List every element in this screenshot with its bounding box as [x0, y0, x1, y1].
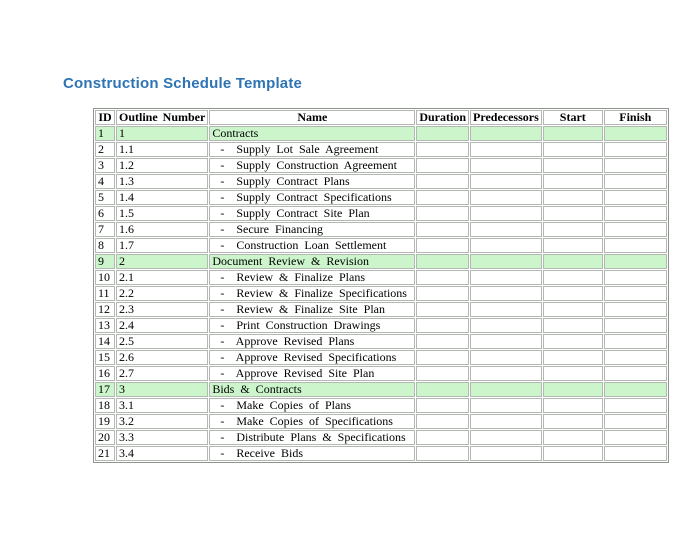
cell-duration — [416, 238, 469, 253]
cell-finish — [604, 174, 667, 189]
cell-start — [543, 142, 603, 157]
cell-name: Document Review & Revision — [209, 254, 415, 269]
cell-finish — [604, 430, 667, 445]
cell-predecessors — [470, 350, 542, 365]
cell-id: 9 — [95, 254, 115, 269]
cell-duration — [416, 254, 469, 269]
task-row — [95, 286, 667, 301]
cell-name: - Secure Financing — [209, 222, 415, 237]
table-header-row — [95, 110, 667, 125]
cell-id: 21 — [95, 446, 115, 461]
cell-id: 2 — [95, 142, 115, 157]
cell-name: - Review & Finalize Site Plan — [209, 302, 415, 317]
cell-id: 13 — [95, 318, 115, 333]
cell-predecessors — [470, 158, 542, 173]
cell-predecessors — [470, 206, 542, 221]
cell-finish — [604, 414, 667, 429]
cell-finish — [604, 222, 667, 237]
cell-id: 6 — [95, 206, 115, 221]
cell-finish — [604, 398, 667, 413]
cell-outline: 2.5 — [116, 334, 208, 349]
cell-finish — [604, 158, 667, 173]
cell-predecessors — [470, 254, 542, 269]
task-row — [95, 174, 667, 189]
cell-outline: 1.7 — [116, 238, 208, 253]
cell-start — [543, 158, 603, 173]
cell-id: 10 — [95, 270, 115, 285]
cell-duration — [416, 222, 469, 237]
cell-predecessors — [470, 270, 542, 285]
cell-outline: 2.6 — [116, 350, 208, 365]
cell-duration — [416, 142, 469, 157]
cell-id: 14 — [95, 334, 115, 349]
cell-duration — [416, 382, 469, 397]
task-row — [95, 430, 667, 445]
cell-duration — [416, 350, 469, 365]
cell-id: 7 — [95, 222, 115, 237]
cell-duration — [416, 414, 469, 429]
cell-duration — [416, 286, 469, 301]
column-header-finish: Finish — [604, 110, 667, 125]
cell-finish — [604, 350, 667, 365]
cell-id: 5 — [95, 190, 115, 205]
cell-finish — [604, 254, 667, 269]
cell-outline: 2.2 — [116, 286, 208, 301]
task-row — [95, 318, 667, 333]
column-header-duration: Duration — [416, 110, 469, 125]
cell-duration — [416, 446, 469, 461]
cell-id: 17 — [95, 382, 115, 397]
cell-predecessors — [470, 318, 542, 333]
cell-start — [543, 126, 603, 141]
cell-predecessors — [470, 222, 542, 237]
cell-finish — [604, 270, 667, 285]
cell-finish — [604, 382, 667, 397]
cell-name: - Supply Lot Sale Agreement — [209, 142, 415, 157]
cell-name: - Supply Construction Agreement — [209, 158, 415, 173]
cell-id: 20 — [95, 430, 115, 445]
cell-finish — [604, 126, 667, 141]
cell-duration — [416, 318, 469, 333]
cell-name: - Print Construction Drawings — [209, 318, 415, 333]
cell-name: - Review & Finalize Plans — [209, 270, 415, 285]
cell-id: 1 — [95, 126, 115, 141]
cell-start — [543, 430, 603, 445]
cell-name: - Review & Finalize Specifications — [209, 286, 415, 301]
cell-start — [543, 190, 603, 205]
cell-finish — [604, 302, 667, 317]
cell-name: Bids & Contracts — [209, 382, 415, 397]
task-row — [95, 302, 667, 317]
page-title: Construction Schedule Template — [63, 75, 303, 92]
cell-duration — [416, 430, 469, 445]
cell-name: - Make Copies of Plans — [209, 398, 415, 413]
cell-id: 12 — [95, 302, 115, 317]
cell-outline: 3 — [116, 382, 208, 397]
section-row — [95, 126, 667, 141]
task-row — [95, 222, 667, 237]
cell-id: 16 — [95, 366, 115, 381]
cell-predecessors — [470, 174, 542, 189]
cell-outline: 3.2 — [116, 414, 208, 429]
table-body — [95, 126, 667, 461]
cell-predecessors — [470, 142, 542, 157]
cell-outline: 3.3 — [116, 430, 208, 445]
cell-finish — [604, 286, 667, 301]
schedule-table-container — [93, 108, 669, 463]
cell-id: 15 — [95, 350, 115, 365]
cell-name: - Approve Revised Specifications — [209, 350, 415, 365]
task-row — [95, 158, 667, 173]
cell-name: - Supply Contract Plans — [209, 174, 415, 189]
cell-id: 3 — [95, 158, 115, 173]
task-row — [95, 366, 667, 381]
cell-id: 11 — [95, 286, 115, 301]
cell-predecessors — [470, 430, 542, 445]
cell-finish — [604, 238, 667, 253]
cell-id: 8 — [95, 238, 115, 253]
section-row — [95, 254, 667, 269]
task-row — [95, 190, 667, 205]
cell-name: - Supply Contract Site Plan — [209, 206, 415, 221]
cell-finish — [604, 446, 667, 461]
task-row — [95, 334, 667, 349]
cell-outline: 2.1 — [116, 270, 208, 285]
task-row — [95, 446, 667, 461]
cell-name: - Supply Contract Specifications — [209, 190, 415, 205]
cell-predecessors — [470, 190, 542, 205]
cell-duration — [416, 206, 469, 221]
task-row — [95, 270, 667, 285]
cell-start — [543, 206, 603, 221]
column-header-id: ID — [95, 110, 115, 125]
cell-start — [543, 254, 603, 269]
cell-start — [543, 382, 603, 397]
cell-start — [543, 238, 603, 253]
cell-duration — [416, 126, 469, 141]
cell-start — [543, 222, 603, 237]
column-header-predecessors: Predecessors — [470, 110, 542, 125]
cell-predecessors — [470, 302, 542, 317]
cell-outline: 1.3 — [116, 174, 208, 189]
task-row — [95, 350, 667, 365]
cell-start — [543, 350, 603, 365]
cell-finish — [604, 142, 667, 157]
cell-name: - Receive Bids — [209, 446, 415, 461]
cell-predecessors — [470, 446, 542, 461]
cell-start — [543, 174, 603, 189]
cell-start — [543, 446, 603, 461]
cell-start — [543, 318, 603, 333]
cell-outline: 1.5 — [116, 206, 208, 221]
task-row — [95, 398, 667, 413]
cell-name: - Construction Loan Settlement — [209, 238, 415, 253]
cell-predecessors — [470, 398, 542, 413]
column-header-start: Start — [543, 110, 603, 125]
cell-predecessors — [470, 286, 542, 301]
cell-outline: 3.4 — [116, 446, 208, 461]
cell-start — [543, 286, 603, 301]
cell-start — [543, 270, 603, 285]
cell-start — [543, 414, 603, 429]
cell-predecessors — [470, 366, 542, 381]
cell-finish — [604, 190, 667, 205]
task-row — [95, 142, 667, 157]
column-header-outline: Outline Number — [116, 110, 208, 125]
cell-outline: 2.3 — [116, 302, 208, 317]
cell-predecessors — [470, 334, 542, 349]
cell-duration — [416, 398, 469, 413]
cell-start — [543, 302, 603, 317]
cell-predecessors — [470, 126, 542, 141]
cell-name: - Approve Revised Plans — [209, 334, 415, 349]
cell-finish — [604, 366, 667, 381]
cell-name: - Distribute Plans & Specifications — [209, 430, 415, 445]
cell-outline: 2.7 — [116, 366, 208, 381]
cell-id: 4 — [95, 174, 115, 189]
cell-outline: 1.4 — [116, 190, 208, 205]
cell-outline: 1 — [116, 126, 208, 141]
column-header-name: Name — [209, 110, 415, 125]
cell-duration — [416, 270, 469, 285]
task-row — [95, 414, 667, 429]
cell-name: - Approve Revised Site Plan — [209, 366, 415, 381]
cell-duration — [416, 366, 469, 381]
cell-finish — [604, 334, 667, 349]
cell-start — [543, 334, 603, 349]
cell-duration — [416, 190, 469, 205]
cell-outline: 1.6 — [116, 222, 208, 237]
task-row — [95, 238, 667, 253]
cell-finish — [604, 318, 667, 333]
cell-start — [543, 366, 603, 381]
cell-predecessors — [470, 414, 542, 429]
cell-name: Contracts — [209, 126, 415, 141]
cell-outline: 1.2 — [116, 158, 208, 173]
cell-duration — [416, 302, 469, 317]
cell-outline: 2 — [116, 254, 208, 269]
cell-name: - Make Copies of Specifications — [209, 414, 415, 429]
cell-start — [543, 398, 603, 413]
schedule-table — [93, 108, 669, 463]
cell-outline: 3.1 — [116, 398, 208, 413]
cell-finish — [604, 206, 667, 221]
cell-predecessors — [470, 238, 542, 253]
section-row — [95, 382, 667, 397]
task-row — [95, 206, 667, 221]
cell-duration — [416, 334, 469, 349]
cell-outline: 1.1 — [116, 142, 208, 157]
cell-duration — [416, 174, 469, 189]
cell-id: 18 — [95, 398, 115, 413]
cell-outline: 2.4 — [116, 318, 208, 333]
cell-duration — [416, 158, 469, 173]
cell-id: 19 — [95, 414, 115, 429]
cell-predecessors — [470, 382, 542, 397]
